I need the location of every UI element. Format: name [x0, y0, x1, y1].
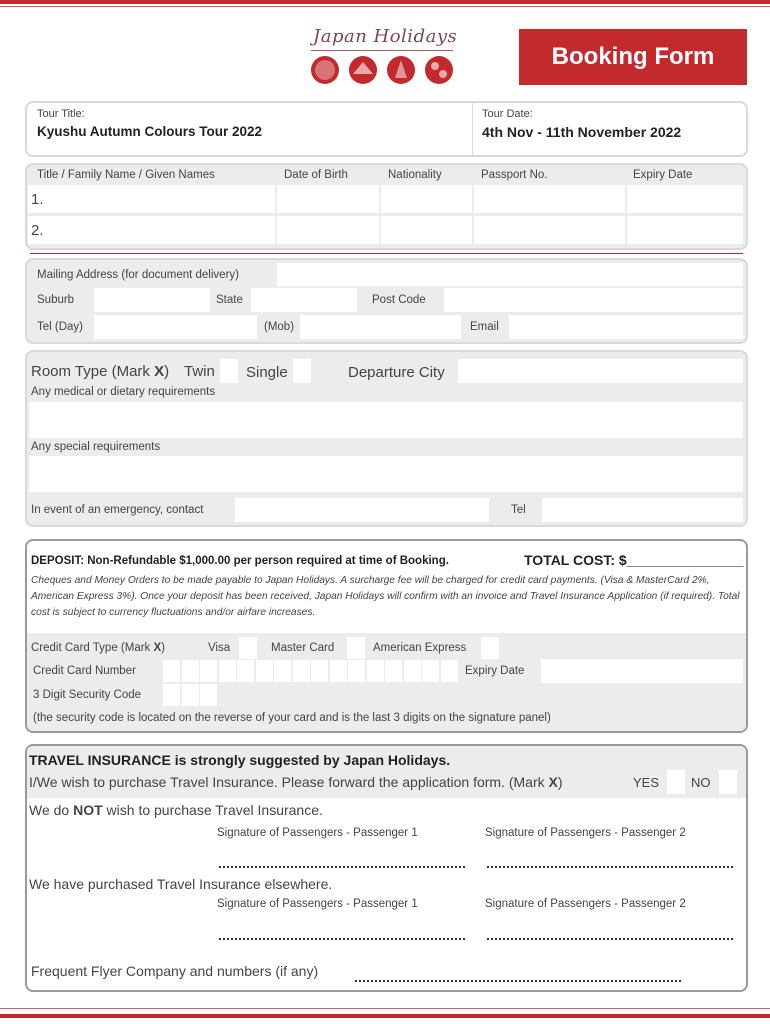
- passenger-1-expiry-field[interactable]: [627, 185, 743, 213]
- cc-number-label: Credit Card Number: [33, 665, 136, 677]
- twin-checkbox[interactable]: [220, 359, 238, 383]
- passenger-2-passport-field[interactable]: [474, 216, 625, 244]
- deposit-notes: Cheques and Money Orders to be made payable to Japan Holidays. A surcharge fee will be charged for credit card payments. (Visa & MasterCard 2%, American Express 3%). Once your deposit has been received, Japan Holidays will confirm with an invoice and Travel Insurance Application (if required). Total cost is subject to currency fluctuations and/or airfare increases.: [31, 575, 740, 618]
- cc-type-label: Credit Card Type (Mark X): [31, 642, 166, 654]
- emergency-contact-field[interactable]: [235, 498, 489, 522]
- medical-field[interactable]: [29, 402, 743, 438]
- security-code-label: 3 Digit Security Code: [33, 689, 142, 701]
- departure-city-label: Departure City: [348, 364, 445, 381]
- suburb-field[interactable]: [94, 288, 210, 312]
- emergency-tel-label: Tel: [511, 504, 526, 516]
- col-dob: Date of Birth: [284, 169, 348, 181]
- single-checkbox[interactable]: [293, 359, 311, 383]
- cc-digit-box[interactable]: [385, 660, 402, 682]
- top-accent-line: [0, 6, 770, 7]
- tour-title-value[interactable]: Kyushu Autumn Colours Tour 2022: [37, 124, 263, 139]
- cc-expiry-label: Expiry Date: [465, 665, 525, 677]
- total-cost[interactable]: TOTAL COST: $_______________: [524, 552, 744, 568]
- bottom-accent-line: [0, 1008, 770, 1009]
- passenger-1-dob-field[interactable]: [277, 185, 379, 213]
- visa-label: Visa: [208, 642, 231, 654]
- amex-checkbox[interactable]: [481, 637, 499, 659]
- special-field[interactable]: [29, 456, 743, 492]
- divider: [30, 253, 743, 254]
- bottom-accent-bar: [0, 1014, 770, 1018]
- booking-form-title: Booking Form: [519, 29, 747, 85]
- tel-day-label: Tel (Day): [37, 321, 84, 333]
- medical-label: Any medical or dietary requirements: [31, 386, 216, 398]
- email-field[interactable]: [509, 315, 743, 339]
- mob-field[interactable]: [300, 315, 461, 339]
- cc-digit-box[interactable]: [404, 660, 421, 682]
- state-label: State: [216, 294, 243, 306]
- col-nationality: Nationality: [388, 169, 442, 181]
- cc-digit-box[interactable]: [274, 660, 291, 682]
- single-label: Single: [246, 364, 288, 381]
- cc-digit-box[interactable]: [311, 660, 328, 682]
- security-digit-box[interactable]: [200, 684, 217, 706]
- cc-digit-box[interactable]: [330, 660, 347, 682]
- cc-digit-box[interactable]: [293, 660, 310, 682]
- insurance-no-checkbox[interactable]: [719, 770, 737, 794]
- insurance-panel: [25, 744, 748, 992]
- cc-digit-box[interactable]: [200, 660, 217, 682]
- postcode-label: Post Code: [372, 294, 426, 306]
- security-digit-box[interactable]: [182, 684, 199, 706]
- tour-panel: [25, 101, 748, 157]
- col-passport: Passport No.: [481, 169, 548, 181]
- cc-expiry-field[interactable]: [541, 659, 743, 683]
- decline-sig1-label: Signature of Passengers - Passenger 1: [217, 827, 418, 839]
- emergency-tel-field[interactable]: [542, 498, 743, 522]
- tel-day-field[interactable]: [94, 315, 257, 339]
- passenger-2-number: 2.: [31, 222, 44, 239]
- tour-date-value[interactable]: 4th Nov - 11th November 2022: [482, 124, 682, 140]
- mastercard-label: Master Card: [271, 642, 335, 654]
- email-label: Email: [470, 321, 499, 333]
- insurance-elsewhere-label: We have purchased Travel Insurance elsewhere.: [29, 876, 333, 892]
- elsewhere-sig2-label: Signature of Passengers - Passenger 2: [485, 898, 686, 910]
- cc-digit-box[interactable]: [182, 660, 199, 682]
- tour-title-label: Tour Title:: [37, 108, 85, 120]
- insurance-yes-checkbox[interactable]: [667, 770, 685, 794]
- cc-digit-box[interactable]: [422, 660, 439, 682]
- mob-label: (Mob): [264, 321, 295, 333]
- room-type-label: Room Type (Mark X): [31, 363, 170, 380]
- twin-label: Twin: [184, 363, 215, 380]
- elsewhere-signature-1-field[interactable]: [219, 938, 465, 940]
- amex-label: American Express: [373, 642, 467, 654]
- cc-digit-box[interactable]: [219, 660, 236, 682]
- passenger-1-passport-field[interactable]: [474, 185, 625, 213]
- cc-digit-box[interactable]: [256, 660, 273, 682]
- security-digit-box[interactable]: [163, 684, 180, 706]
- visa-checkbox[interactable]: [239, 637, 257, 659]
- col-name: Title / Family Name / Given Names: [37, 169, 215, 181]
- mailing-address-field[interactable]: [277, 263, 743, 286]
- logo-emblems-icon: [309, 54, 459, 86]
- insurance-heading: TRAVEL INSURANCE is strongly suggested by Japan Holidays.: [29, 752, 451, 768]
- japan-holidays-logo: [303, 26, 463, 86]
- special-label: Any special requirements: [31, 441, 161, 453]
- frequent-flyer-field[interactable]: [355, 980, 681, 982]
- insurance-wish-label: I/We wish to purchase Travel Insurance. Please forward the application form. (Mark X): [29, 774, 563, 790]
- mailing-address-label: Mailing Address (for document delivery): [37, 269, 239, 281]
- cc-digit-box[interactable]: [348, 660, 365, 682]
- suburb-label: Suburb: [37, 294, 75, 306]
- passenger-2-dob-field[interactable]: [277, 216, 379, 244]
- mastercard-checkbox[interactable]: [347, 637, 365, 659]
- emergency-label: In event of an emergency, contact: [31, 504, 204, 516]
- cc-digit-box[interactable]: [163, 660, 180, 682]
- cc-digit-box[interactable]: [237, 660, 254, 682]
- security-code-note: (the security code is located on the reverse of your card and is the last 3 digits on the signature panel): [33, 712, 551, 724]
- passenger-1-name-field[interactable]: [28, 185, 275, 213]
- insurance-decline-label: We do NOT wish to purchase Travel Insurance.: [29, 802, 323, 818]
- elsewhere-sig1-label: Signature of Passengers - Passenger 1: [217, 898, 418, 910]
- decline-sig2-label: Signature of Passengers - Passenger 2: [485, 827, 686, 839]
- passenger-2-nationality-field[interactable]: [381, 216, 472, 244]
- elsewhere-signature-2-field[interactable]: [487, 938, 733, 940]
- passengers-panel: [25, 163, 748, 250]
- decline-signature-2-field[interactable]: [487, 866, 733, 868]
- postcode-field[interactable]: [444, 288, 743, 312]
- state-field[interactable]: [251, 288, 357, 312]
- top-accent-bar: [0, 0, 770, 4]
- cc-digit-box[interactable]: [441, 660, 458, 682]
- passenger-2-expiry-field[interactable]: [627, 216, 743, 244]
- yes-label: YES: [633, 775, 660, 790]
- passenger-2-name-field[interactable]: [28, 216, 275, 244]
- cc-digit-box[interactable]: [367, 660, 384, 682]
- tour-date-label: Tour Date:: [482, 108, 533, 120]
- logo-text: Japan Holidays: [313, 26, 458, 47]
- address-panel: [25, 258, 748, 344]
- decline-signature-1-field[interactable]: [219, 866, 465, 868]
- frequent-flyer-label: Frequent Flyer Company and numbers (if any): [31, 963, 319, 979]
- passenger-1-nationality-field[interactable]: [381, 185, 472, 213]
- room-panel: [25, 350, 748, 527]
- deposit-panel: [25, 539, 748, 733]
- deposit-heading: DEPOSIT: Non-Refundable $1,000.00 per person required at time of Booking.: [31, 555, 449, 567]
- passenger-1-number: 1.: [31, 191, 44, 208]
- col-expiry: Expiry Date: [633, 169, 693, 181]
- departure-city-field[interactable]: [458, 359, 743, 383]
- no-label: NO: [691, 775, 711, 790]
